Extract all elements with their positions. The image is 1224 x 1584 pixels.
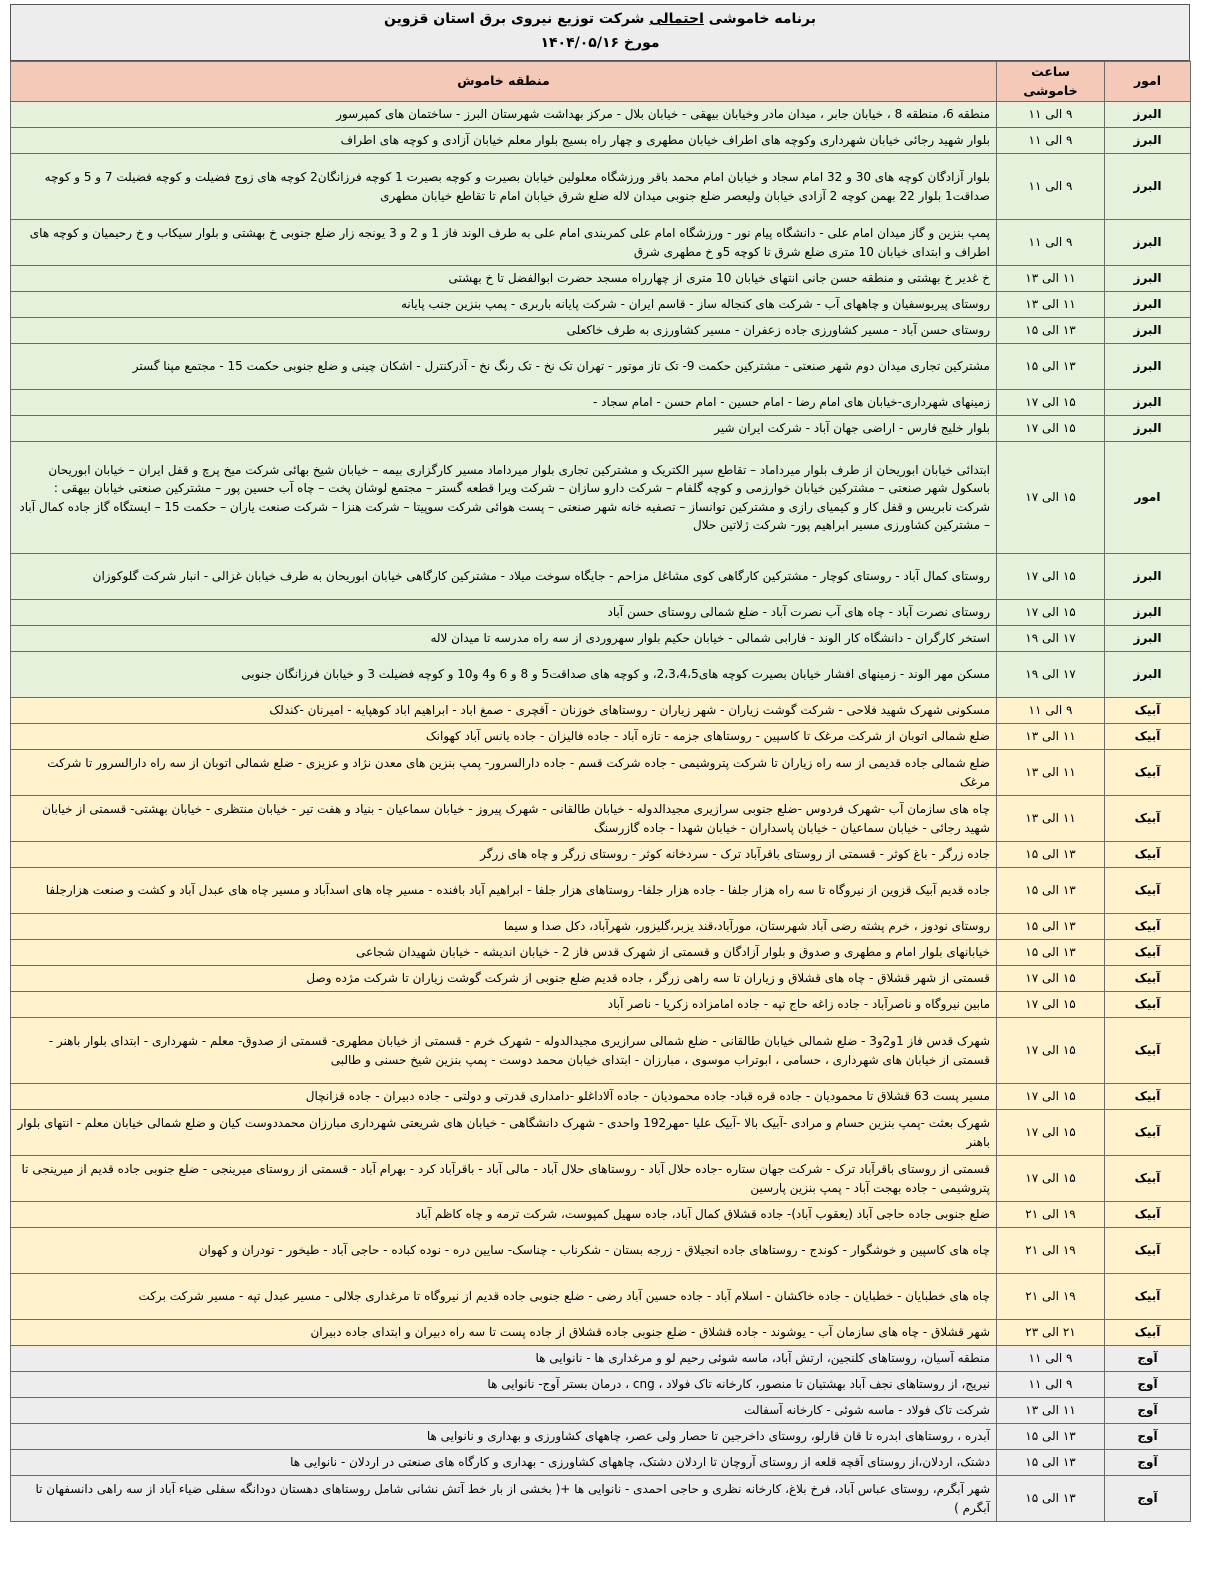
row-time: ۱۱ الی ۱۳ (997, 1398, 1105, 1424)
row-time: ۱۵ الی ۱۷ (997, 442, 1105, 554)
table-row (11, 220, 1191, 266)
row-zone: روستای نودوز ، خرم پشته رضی آباد شهرستان، مورآباد،قند یزبر،گلیزور، شهرآباد، دکل صدا و سیما (11, 914, 997, 940)
row-area: آبیک (1105, 1084, 1191, 1110)
header-zone: منطقه خاموش (11, 62, 997, 102)
table-row (11, 416, 1191, 442)
document-date: مورخ ۱۴۰۴/۰۵/۱۶ (540, 35, 660, 51)
row-area: آبیک (1105, 698, 1191, 724)
row-time: ۱۱ الی ۱۳ (997, 292, 1105, 318)
row-zone: مسکن مهر الوند - زمینهای افشار خیابان بصیرت کوچه های2،3،4،5، و کوچه های صداقت5 و 8 و 6 و4 و10 و کوچه فضیلت 3 و خیابان فرزانگان جنوبی (11, 652, 997, 698)
row-area: البرز (1105, 266, 1191, 292)
row-zone: شهر آبگرم، روستای عباس آباد، فرخ بلاغ، کارخانه نظری و حاجی احمدی - نانوایی ها +( بخشی از بار خط آتش نشانی شامل روستاهای دهستان دودانگه سفلی ضیاء آباد از سه راهی دانسفهان تا آبگرم ) (11, 1476, 997, 1522)
row-zone: مسکونی شهرک شهید فلاحی - شرکت گوشت زیاران - شهر زیاران - روستاهای خوزنان - آقچری - صمغ اباد - ابراهیم اباد کوهپایه - امیرنان -کندلک (11, 698, 997, 724)
row-area: البرز (1105, 626, 1191, 652)
table-row (11, 1156, 1191, 1202)
row-time: ۱۳ الی ۱۵ (997, 1476, 1105, 1522)
row-zone: شهرک قدس فاز 1و2و3 - ضلع شمالی خیابان طالقانی - ضلع شمالی سرازیری مجیدالدوله - شهرک خرم - قسمتی از خیابان مطهری- قسمتی از صدوق- معلم - شهرداری - ابتدای بلوار باهنر - قسمتی از خیابان های شهرداری ، حسامی ، ابوتراب موسوی ، مبارزان - ابتدای خیابان محمد دوست - پمپ بنزین شیخ حسنی و طالبی (11, 1018, 997, 1084)
row-area: البرز (1105, 600, 1191, 626)
table-row (11, 1228, 1191, 1274)
title-text-start: برنامه خاموشی (703, 11, 816, 27)
row-area: آبیک (1105, 1228, 1191, 1274)
row-time: ۱۳ الی ۱۵ (997, 940, 1105, 966)
row-zone: قسمتی از شهر قشلاق - چاه های قشلاق و زیاران تا سه راهی زرگر ، جاده قدیم ضلع جنوبی از شرکت گوشت زیاران تا شرکت مژده وصل (11, 966, 997, 992)
row-time: ۱۵ الی ۱۷ (997, 1084, 1105, 1110)
table-row (11, 940, 1191, 966)
row-time: ۲۱ الی ۲۳ (997, 1320, 1105, 1346)
table-row (11, 102, 1191, 128)
row-area: آبیک (1105, 842, 1191, 868)
row-area: البرز (1105, 102, 1191, 128)
row-time: ۱۵ الی ۱۷ (997, 1156, 1105, 1202)
row-zone: مشترکین تجاری میدان دوم شهر صنعتی - مشترکین حکمت 9- تک تاز موتور - تهران تک نخ - تک رنگ نخ - آذرکنترل - اشکان چینی و ضلع جنوبی حکمت 15 - مجتمع مپنا گستر (11, 344, 997, 390)
row-area: البرز (1105, 416, 1191, 442)
row-zone: چاه های خطبایان - خطبایان - جاده خاکشان - اسلام آباد - جاده حسین آباد رضی - ضلع جنوبی جاده قدیم از نیروگاه تا مرغداری جلالی - مسیر عبدل تپه - مسیر شرکت برکت (11, 1274, 997, 1320)
row-time: ۱۳ الی ۱۵ (997, 1424, 1105, 1450)
header-time: ساعت خاموشی (997, 62, 1105, 102)
row-zone: شهرک بعثت -پمپ بنزین حسام و مرادی -آبیک بالا -آبیک علیا -مهر192 واحدی - شهرک دانشگاهی - خیابان های شریعتی شهرداری مبارزان محمددوست کیان و ضلع شمالی خیابان معلم - انتهای بلوار باهنر (11, 1110, 997, 1156)
row-area: آبیک (1105, 1156, 1191, 1202)
row-time: ۱۹ الی ۲۱ (997, 1228, 1105, 1274)
row-area: آبیک (1105, 914, 1191, 940)
row-area: آبیک (1105, 750, 1191, 796)
table-row (11, 626, 1191, 652)
table-row (11, 600, 1191, 626)
row-time: ۱۱ الی ۱۳ (997, 796, 1105, 842)
row-zone: قسمتی از روستای باقرآباد ترک - شرکت جهان ستاره -جاده حلال آباد - روستاهای حلال آباد - مالی آباد - باقرآباد کرد - بهرام آباد - قسمتی از روستای میرینجی - ضلع جنوبی جاده قدیم از میرینجی تا پتروشیمی - جاده بهجت آباد - پمپ بنزین پارسین (11, 1156, 997, 1202)
row-time: ۱۵ الی ۱۷ (997, 600, 1105, 626)
row-zone: روستای حسن آباد - مسیر کشاورزی جاده زعفران - مسیر کشاورزی به طرف خاکعلی (11, 318, 997, 344)
table-row (11, 554, 1191, 600)
table-row (11, 266, 1191, 292)
title-block (10, 4, 1190, 61)
table-row (11, 390, 1191, 416)
table-row (11, 1084, 1191, 1110)
table-row (11, 1372, 1191, 1398)
table-row (11, 1320, 1191, 1346)
row-area: آوج (1105, 1424, 1191, 1450)
row-area: آبیک (1105, 940, 1191, 966)
row-zone: خ غدیر خ بهشتی و منطقه حسن جانی انتهای خیابان 10 متری از چهارراه مسجد حضرت ابوالفضل تا خ بهشتی (11, 266, 997, 292)
row-time: ۱۹ الی ۲۱ (997, 1202, 1105, 1228)
row-area: آوج (1105, 1398, 1191, 1424)
row-zone: چاه های سازمان آب -شهرک فردوس -ضلع جنوبی سرازیری مجیدالدوله - خیابان طالقانی - شهرک پیروز - خیابان سماعیان - بنیاد و هفت تیر - خیابان منتظری - خیابان بهشتی- قسمتی از خیابان شهید رجائی - خیابان سماعیان - خیابان پاسداران - خیابان شهدا - جاده گازرسنگ (11, 796, 997, 842)
row-zone: نیریج، از روستاهای نجف آباد بهشتیان تا منصور، کارخانه تاک فولاد ، cng ، درمان بستر آوج- نانوایی ها (11, 1372, 997, 1398)
row-zone: شهر قشلاق - چاه های سازمان آب - یوشوند - جاده قشلاق - ضلع جنوبی جاده قشلاق از جاده پست تا سه راه دبیران و ابتدای جاده دبیران (11, 1320, 997, 1346)
row-area: آبیک (1105, 1320, 1191, 1346)
row-time: ۹ الی ۱۱ (997, 1372, 1105, 1398)
table-row (11, 652, 1191, 698)
row-zone: بلوار آزادگان کوچه های 30 و 32 امام سجاد و خیابان امام محمد باقر ورزشگاه معلولین خیابان بصیرت و کوچه بصیرت 1 کوچه فرزانگان2 کوچه های زوج فضیلت و کوچه فضیلت 7 و 5 و کوچه صداقت1 بلوار 22 بهمن کوچه 2 آزادی خیابان ولیعصر ضلع جنوبی میدان لاله ضلع شرق خیابان امام تا تقاطع خیابان مطهری (11, 154, 997, 220)
table-row (11, 750, 1191, 796)
table-row (11, 1274, 1191, 1320)
row-zone: شرکت تاک فولاد - ماسه شوئی - کارخانه آسفالت (11, 1398, 997, 1424)
table-row (11, 128, 1191, 154)
row-area: البرز (1105, 128, 1191, 154)
table-row (11, 698, 1191, 724)
row-zone: ضلع شمالی اتوبان از شرکت مرغک تا کاسپین - روستاهای جزمه - تازه آباد - جاده فالیزان - جاده یانس آباد کهوانک (11, 724, 997, 750)
row-time: ۱۳ الی ۱۵ (997, 842, 1105, 868)
row-time: ۱۵ الی ۱۷ (997, 992, 1105, 1018)
row-time: ۱۳ الی ۱۵ (997, 318, 1105, 344)
header-area: امور (1105, 62, 1191, 102)
row-time: ۱۵ الی ۱۷ (997, 554, 1105, 600)
row-area: امور (1105, 442, 1191, 554)
row-area: البرز (1105, 220, 1191, 266)
row-area: آبیک (1105, 796, 1191, 842)
row-area: آبیک (1105, 1110, 1191, 1156)
row-time: ۱۷ الی ۱۹ (997, 652, 1105, 698)
row-time: ۹ الی ۱۱ (997, 220, 1105, 266)
row-area: آبیک (1105, 1202, 1191, 1228)
row-zone: پمپ بنزین و گاز میدان امام علی - دانشگاه پیام نور - ورزشگاه امام علی کمربندی امام علی به طرف الوند فاز 1 و 2 و 3 یونجه زار ضلع جنوبی خ بهشتی و بلوار سیکاب و خ رحیمیان و کوچه های اطراف و ابتدای خیابان 10 متری ضلع شرق تا کوچه 5و خ مطهری شرق (11, 220, 997, 266)
row-time: ۱۵ الی ۱۷ (997, 416, 1105, 442)
row-zone: مابین نیروگاه و ناصرآباد - جاده زاغه حاج تپه - جاده امامزاده زکریا - ناصر آباد (11, 992, 997, 1018)
row-area: آبیک (1105, 992, 1191, 1018)
table-body (11, 102, 1191, 1522)
row-area: آبیک (1105, 724, 1191, 750)
table-row (11, 1424, 1191, 1450)
row-area: آوج (1105, 1346, 1191, 1372)
row-area: آبیک (1105, 868, 1191, 914)
row-time: ۱۳ الی ۱۵ (997, 914, 1105, 940)
row-area: البرز (1105, 554, 1191, 600)
table-row (11, 1450, 1191, 1476)
table-row (11, 344, 1191, 390)
table-row (11, 318, 1191, 344)
row-time: ۱۵ الی ۱۷ (997, 966, 1105, 992)
table-row (11, 796, 1191, 842)
row-area: آبیک (1105, 966, 1191, 992)
row-zone: آبدره ، روستاهای ابدره تا قان قارلو، روستای داخرجین تا حصار ولی عصر، چاههای کشاورزی و بهداری و نانوایی ها (11, 1424, 997, 1450)
table-row (11, 1110, 1191, 1156)
row-area: آوج (1105, 1476, 1191, 1522)
row-time: ۱۹ الی ۲۱ (997, 1274, 1105, 1320)
row-time: ۱۱ الی ۱۳ (997, 750, 1105, 796)
row-time: ۱۵ الی ۱۷ (997, 1018, 1105, 1084)
row-zone: جاده قدیم آبیک قزوین از نیروگاه تا سه راه هزار جلفا - جاده هزار جلفا- روستاهای هزار جلفا - ابراهیم آباد بافنده - مسیر چاه های اسدآباد و مسیر چاه های عبدل آباد و کشت و صنعت هزارجلفا (11, 868, 997, 914)
row-time: ۹ الی ۱۱ (997, 154, 1105, 220)
row-zone: منطقه 6، منطقه 8 ، خیابان جابر ، میدان مادر وخیابان بیهقی - خیابان بلال - مرکز بهداشت شهرستان البرز - ساختمان های کمپرسور (11, 102, 997, 128)
row-zone: روستای پیربوسفیان و چاههای آب - شرکت های کنجاله ساز - قاسم ایران - شرکت پایانه باربری - پمپ بنزین جنب پایانه (11, 292, 997, 318)
table-row (11, 868, 1191, 914)
table-row (11, 1398, 1191, 1424)
row-area: البرز (1105, 154, 1191, 220)
row-zone: ابتدائی خیابان ابوریحان از طرف بلوار میرداماد – تقاطع سپر الکتریک و مشترکین تجاری بلوار میرداماد مسیر کارگزاری بیمه – خیابان شیخ بهائی شرکت میخ پرچ و قفل ایران – خیابان ابوریحان باسکول شهر صنعتی – مشترکین خیابان خوارزمی و کوچه گلفام – شرکت دارو سازان – شرکت ویرا قطعه گستر – مجتمع لوشان پخت – چاه آب حسین پور – مشترکین صنعتی خیابان بیهقی : شرکت نابریس و قفل کار و کیمیای رازی و مشترکین توانساز – تصفیه خانه شهر صنعتی – پست هوائی شرکت سوپیتا – شرکت هنزا – شرکت صنعت یاران – حکمت 15 – ایستگاه گاز جاده کمال آباد – مشترکین کشاورزی مسیر ابراهیم پور- شرکت ژلاتین حلال (11, 442, 997, 554)
row-zone: چاه های کاسپین و خوشگوار - کوندج - روستاهای جاده انجیلاق - زرجه بستان - شکرناب - چناسک- سایین دره - نوده کباده - حاجی آباد - طیخور - تودران و کهوان (11, 1228, 997, 1274)
table-header-row (11, 62, 1191, 102)
row-zone: استخر کارگران - دانشگاه کار الوند - فارابی شمالی - خیابان حکیم بلوار سهروردی از سه راه مدرسه تا میدان لاله (11, 626, 997, 652)
row-time: ۹ الی ۱۱ (997, 1346, 1105, 1372)
table-row (11, 724, 1191, 750)
row-zone: دشتک، اردلان،از روستای آقچه قلعه از روستای آروچان تا اردلان دشتک، چاههای کشاورزی - بهداری و کارگاه های صنعتی در اردلان - نانوایی ها (11, 1450, 997, 1476)
row-time: ۱۵ الی ۱۷ (997, 1110, 1105, 1156)
table-row (11, 1476, 1191, 1522)
title-underlined-word: احتمالی (649, 11, 704, 27)
table-row (11, 154, 1191, 220)
row-time: ۱۳ الی ۱۵ (997, 1450, 1105, 1476)
table-row (11, 992, 1191, 1018)
row-zone: خیابانهای بلوار امام و مطهری و صدوق و بلوار آزادگان و قسمتی از شهرک قدس فاز 2 - خیابان اندیشه - خیابان شهیدان شجاعی (11, 940, 997, 966)
row-zone: بلوار خلیج فارس - اراضی جهان آباد - شرکت ایران شیر (11, 416, 997, 442)
row-area: آوج (1105, 1372, 1191, 1398)
row-zone: زمینهای شهرداری-خیابان های امام رضا - امام حسین - امام حسن - امام سجاد - (11, 390, 997, 416)
table-row (11, 1018, 1191, 1084)
row-area: آبیک (1105, 1018, 1191, 1084)
outage-table (10, 61, 1191, 1522)
row-area: البرز (1105, 318, 1191, 344)
row-time: ۱۱ الی ۱۳ (997, 266, 1105, 292)
row-zone: جاده زرگر - باغ کوثر - قسمتی از روستای باقرآباد ترک - سردخانه کوثر - روستای زرگر و چاه های زرگر (11, 842, 997, 868)
row-area: آبیک (1105, 1274, 1191, 1320)
row-time: ۱۵ الی ۱۷ (997, 390, 1105, 416)
row-time: ۱۳ الی ۱۵ (997, 868, 1105, 914)
schedule-sheet (10, 4, 1190, 1522)
row-area: البرز (1105, 344, 1191, 390)
document-title (11, 5, 1189, 31)
row-time: ۱۱ الی ۱۳ (997, 724, 1105, 750)
row-zone: ضلع جنوبی جاده حاجی آباد (یعقوب آباد)- جاده قشلاق کمال آباد، جاده سهیل کمپوست، شرکت ترمه و چاه کاظم آباد (11, 1202, 997, 1228)
row-area: البرز (1105, 292, 1191, 318)
title-text-end: شرکت توزیع نیروی برق استان قزوین (384, 11, 650, 27)
table-row (11, 842, 1191, 868)
row-zone: روستای نصرت آباد - چاه های آب نصرت آباد - ضلع شمالی روستای حسن آباد (11, 600, 997, 626)
row-zone: منطقه آسیان، روستاهای کلنجین، ارتش آباد، ماسه شوئی رحیم لو و مرغداری ها - نانوایی ها (11, 1346, 997, 1372)
row-area: البرز (1105, 652, 1191, 698)
row-time: ۱۷ الی ۱۹ (997, 626, 1105, 652)
row-zone: بلوار شهید رجائی خیابان شهرداری وکوچه های اطراف خیابان مطهری و چهار راه بسیج بلوار معلم خیابان آزادی و کوچه های اطراف (11, 128, 997, 154)
row-time: ۱۳ الی ۱۵ (997, 344, 1105, 390)
row-time: ۹ الی ۱۱ (997, 102, 1105, 128)
table-row (11, 1202, 1191, 1228)
table-row (11, 442, 1191, 554)
table-row (11, 914, 1191, 940)
row-time: ۹ الی ۱۱ (997, 698, 1105, 724)
table-row (11, 292, 1191, 318)
row-area: البرز (1105, 390, 1191, 416)
row-zone: ضلع شمالی جاده قدیمی از سه راه زیاران تا شرکت پتروشیمی - جاده شرکت قسم - جاده دارالسرور- پمپ بنزین های معدن نژاد و عزیزی - ضلع شمالی اتوبان از سه راه دارالسرور تا شرکت مرغک (11, 750, 997, 796)
table-row (11, 966, 1191, 992)
row-area: آوج (1105, 1450, 1191, 1476)
row-time: ۹ الی ۱۱ (997, 128, 1105, 154)
table-row (11, 1346, 1191, 1372)
row-zone: روستای کمال آباد - روستای کوچار - مشترکین کارگاهی کوی مشاغل مزاحم - جایگاه سوخت میلاد - مشترکین کارگاهی خیابان ابوریحان به طرف خیابان غزالی - انبار شرکت گلوکوزان (11, 554, 997, 600)
row-zone: مسیر پست 63 قشلاق تا محمودیان - جاده قره قباد- جاده محمودیان - جاده آلاداغلو -دامداری قدرتی و دولتی - جاده دبیران - جاده قزانچال (11, 1084, 997, 1110)
